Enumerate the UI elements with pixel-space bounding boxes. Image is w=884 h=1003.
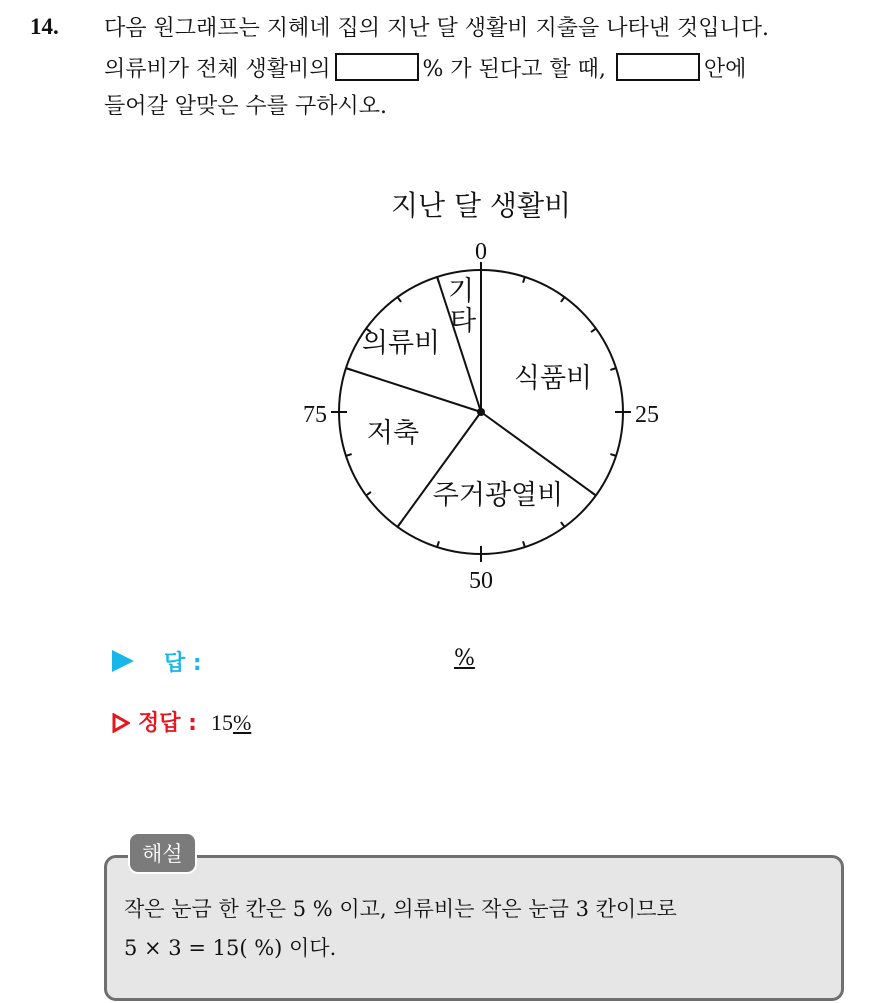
minor-tick xyxy=(610,454,616,456)
question-line-2b: % 가 된다고 할 때, xyxy=(422,57,606,82)
answer-unit: % xyxy=(454,646,475,671)
play-triangle-icon xyxy=(112,650,134,672)
slice-label: 식품비 xyxy=(513,363,593,394)
correct-answer-row xyxy=(112,706,251,737)
answer-label: 답 : xyxy=(164,651,202,676)
tick-label: 75 xyxy=(303,402,327,428)
minor-tick xyxy=(523,277,525,283)
question-line-3: 들어갈 알맞은 수를 구하시오. xyxy=(104,94,387,119)
minor-tick xyxy=(346,454,352,456)
correct-answer-label: 정답 : xyxy=(138,711,197,736)
explanation-box xyxy=(104,855,844,1001)
slice-label: 주거광열비 xyxy=(432,480,564,511)
question-number: 14. xyxy=(30,14,59,39)
minor-tick xyxy=(591,329,596,333)
tick-label: 25 xyxy=(635,402,659,428)
chart-title: 지난 달 생활비 xyxy=(390,189,572,222)
minor-tick xyxy=(561,522,565,527)
slice-label: 의류비 xyxy=(361,328,441,359)
answer-row xyxy=(112,646,202,677)
explanation-line-1: 작은 눈금 한 칸은 5 % 이고, 의류비는 작은 눈금 3 칸이므로 xyxy=(124,897,677,921)
minor-tick xyxy=(523,541,525,547)
slice-label: 타 xyxy=(449,306,477,337)
minor-tick xyxy=(610,368,616,370)
tick-label: 50 xyxy=(469,568,493,594)
explanation-tag: 해설 xyxy=(128,832,197,874)
question-line-2c: 안에 xyxy=(703,57,747,82)
correct-answer-value xyxy=(211,710,251,735)
slice-label: 저축 xyxy=(366,418,420,449)
correct-answer-number: 15 xyxy=(210,710,233,735)
slice-label: 기 xyxy=(447,276,475,307)
minor-tick xyxy=(561,297,565,302)
minor-tick xyxy=(366,492,371,496)
correct-answer-unit: % xyxy=(232,710,252,735)
tick-label: 0 xyxy=(475,239,487,265)
minor-tick xyxy=(437,541,439,547)
outline-triangle-icon xyxy=(112,713,130,733)
question-line-1: 다음 원그래프는 지혜네 집의 지난 달 생활비 지출을 나타낸 것입니다. xyxy=(104,16,769,41)
slice-boundary xyxy=(346,368,481,412)
minor-tick xyxy=(398,297,402,302)
explanation-line-2: 5 × 3 = 15( %) 이다. xyxy=(124,936,337,960)
question-line-2a: 의류비가 전체 생활비의 xyxy=(104,57,331,82)
pie-center-dot xyxy=(477,408,485,416)
